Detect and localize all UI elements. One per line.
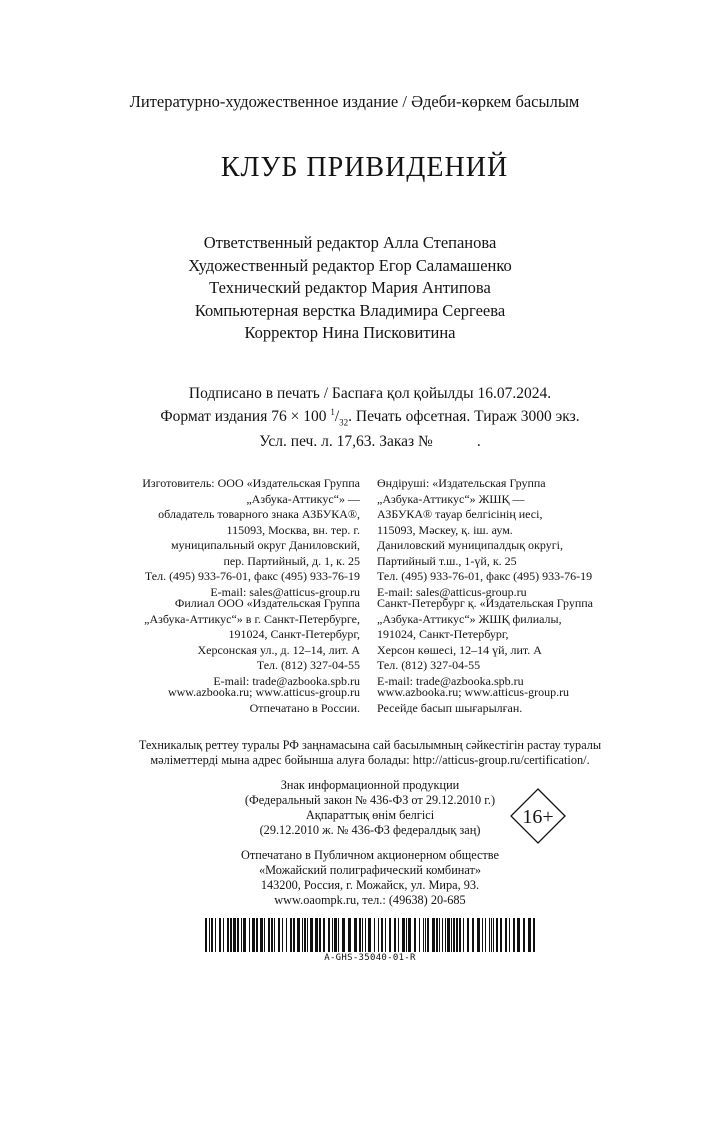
branch-ru: Филиал ООО «Издательская Группа „Азбука-Аттикус“» в г. Санкт-Петербурге, 191024, Санкт-Петербург, Херсонская ул., д. 12–14, лит. А Тел. (812) 327-04-55 E-mail: trade@azbooka.spb.ru — [144, 596, 360, 688]
credit-line: Корректор Нина Писковитина — [244, 323, 456, 342]
web-kz: www.azbooka.ru; www.atticus-group.ru Ресейде басып шығарылған. — [377, 685, 617, 716]
branch-kz: Санкт-Петербург қ. «Издательская Группа „Азбука-Аттикус“» ЖШҚ филиалы, 191024, Санкт-Петербург, Херсон көшесі, 12–14 үй, лит. А Тел. (812) 327-04-55 E-mail: trade@azbooka.spb.ru — [377, 596, 593, 688]
age-rating-text: 16+ — [522, 806, 554, 828]
age-rating-badge — [510, 788, 566, 844]
website-link: www.azbooka.ru; www.atticus-group.ru — [377, 685, 570, 699]
credit-line: Компьютерная верстка Владимира Сергеева — [194, 300, 506, 320]
barcode — [205, 918, 535, 952]
printer-block: Отпечатано в Публичном акционерном обществе «Можайский полиграфический комбинат» 143200, Россия, г. Можайск, ул. Мира, 93. www.oaompk.ru, тел.: (49638) 20-685 — [241, 848, 499, 907]
certification-note: Техникалық реттеу туралы РФ заңнамасына сай басылымның сәйкестігін растау туралы мәліметтерді мына адрес бойынша алуға болады: http://atticus-group.ru/certification/. — [138, 738, 602, 767]
signed-line: Подписано в печать / Баспаға қол қойылды 16.07.2024. — [188, 385, 552, 402]
imprint-block — [0, 384, 709, 451]
web-ru: www.azbooka.ru; www.atticus-group.ru Отпечатано в России. — [120, 685, 360, 716]
credit-line: Ответственный редактор Алла Степанова — [203, 233, 497, 252]
manufacturer-kz: Өндіруші: «Издательская Группа „Азбука-Аттикус“» ЖШҚ — АЗБУКА® тауар белгісінің иесі, 115093, Мәскеу, қ. іш. аум. Даниловский муниципалдық округі, Партийный т.ш., 1-үй, к. 25 Тел. (495) 933-76-01, факс (495) 933-76-19 E-mail: sales@atticus-group.ru — [377, 476, 593, 599]
series-line: Литературно-художественное издание / Әдеби-көркем басылым — [129, 92, 580, 111]
credit-line: Технический редактор Мария Антипова — [209, 278, 491, 297]
barcode-code: A-GHS-35040-01-R — [324, 953, 416, 963]
format-line: Формат издания 76 × 100 $^1/_{32}$. Печать офсетная. Тираж 3000 экз. — [160, 407, 580, 428]
website-link: www.azbooka.ru; www.atticus-group.ru — [167, 685, 360, 699]
manufacturer-ru: Изготовитель: ООО «Издательская Группа „Азбука-Аттикус“» — обладатель товарного знака АЗБУКА®, 115093, Москва, вн. тер. г. муниципальный округ Даниловский, пер. Партийный, д. 1, к. 25 Тел. (495) 933-76-01, факс (495) 933-76-19 E-mail: sales@atticus-group.ru — [142, 476, 360, 599]
book-title: КЛУБ ПРИВИДЕНИЙ — [220, 152, 509, 183]
credit-line: Художественный редактор Егор Саламашенко — [188, 255, 512, 275]
sheets-line: Усл. печ. л. 17,63. Заказ № . — [259, 433, 481, 451]
credits-block — [0, 232, 700, 345]
info-sign-block: Знак информационной продукции (Федеральный закон № 436-ФЗ от 29.12.2010 г.) Ақпараттық өнім белгісі (29.12.2010 ж. № 436-ФЗ федералдық заң) — [244, 778, 496, 837]
